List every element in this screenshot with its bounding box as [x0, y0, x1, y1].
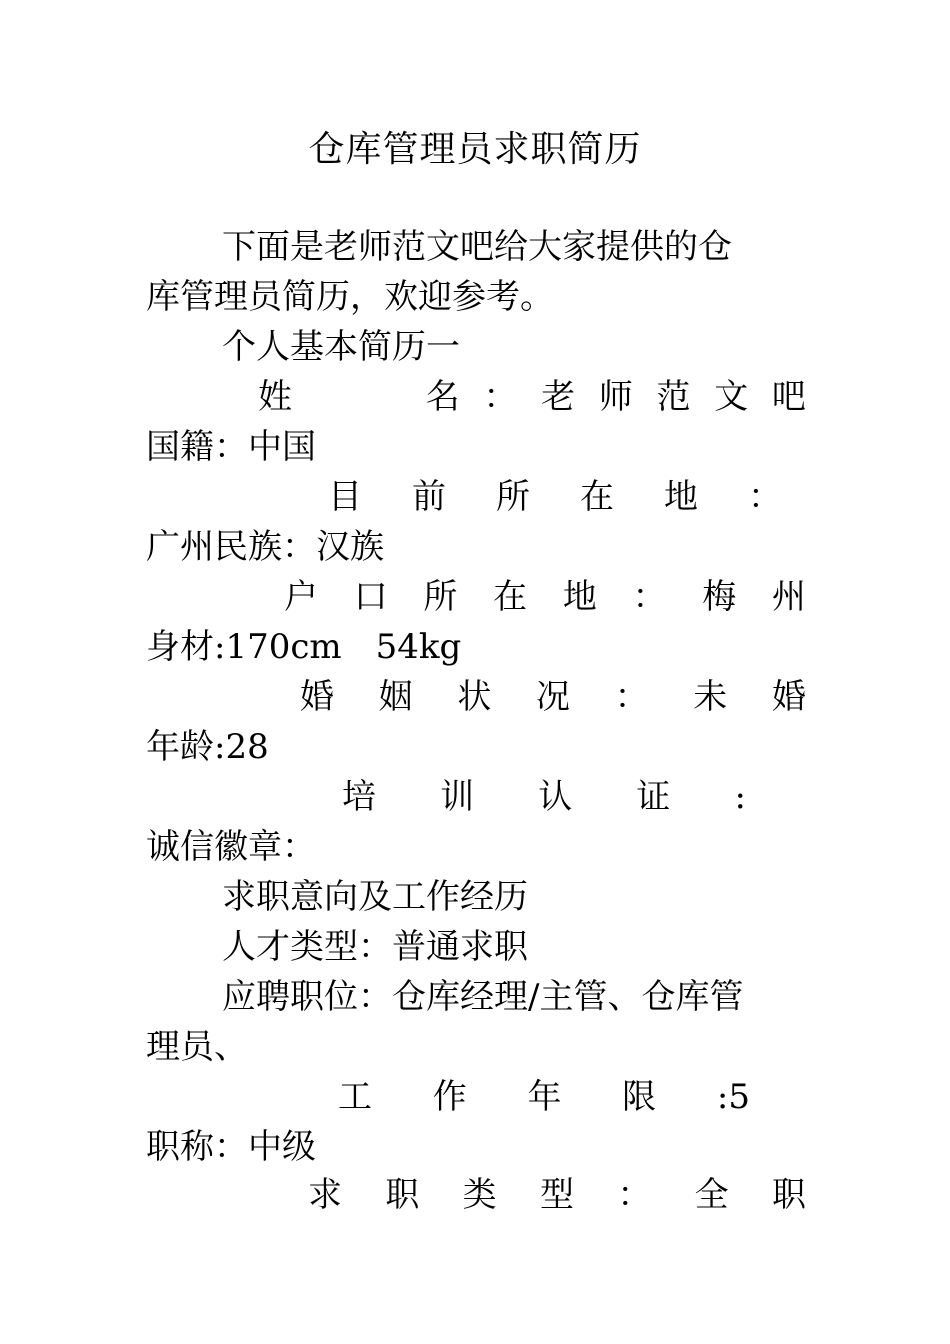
field-char: 求: [308, 1175, 342, 1215]
field-height-weight: 身材:170cm 54kg: [146, 627, 462, 667]
field-char: 培: [342, 777, 376, 817]
intro-line-1: 下面是老师范文吧给大家提供的仓: [222, 227, 732, 267]
field-char: 职: [385, 1175, 420, 1215]
field-char: 在: [493, 577, 528, 617]
intro-line-2: 库管理员简历，欢迎参考。: [146, 277, 554, 317]
field-char: 姓: [258, 377, 292, 417]
field-char: ：: [483, 377, 518, 417]
field-char: 工: [338, 1077, 372, 1117]
field-char: 范: [656, 377, 691, 417]
field-char: 地: [664, 477, 698, 517]
field-char: 婚: [300, 677, 334, 717]
field-char: 作: [432, 1077, 467, 1117]
field-char: 户: [284, 577, 318, 617]
field-char: ：: [748, 477, 782, 517]
field-char: 师: [598, 377, 633, 417]
field-city-ethnicity: 广州民族：汉族: [146, 527, 384, 567]
field-char: 老: [541, 377, 576, 417]
field-char: 全: [694, 1175, 729, 1215]
field-char: 在: [580, 477, 614, 517]
field-integrity-badge: 诚信徽章：: [146, 827, 316, 867]
field-position-line-2: 理员、: [146, 1027, 248, 1067]
field-char: 婚: [771, 677, 806, 717]
field-char: 年: [527, 1077, 562, 1117]
field-char: 目: [328, 477, 362, 517]
field-char: 名: [425, 377, 460, 417]
field-age: 年龄:28: [146, 727, 269, 767]
field-char: 限: [622, 1077, 657, 1117]
field-char: 州: [771, 577, 806, 617]
field-char: 所: [496, 477, 530, 517]
field-char: 认: [538, 777, 573, 817]
field-char: 状: [457, 677, 492, 717]
section-heading-basic-resume: 个人基本简历一: [222, 327, 460, 367]
field-char: 证: [636, 777, 671, 817]
field-job-type-row: [308, 1170, 806, 1220]
field-char: 所: [423, 577, 458, 617]
field-char: 口: [353, 577, 388, 617]
field-char: 姻: [378, 677, 413, 717]
field-char: :5: [716, 1077, 750, 1117]
field-training-row: [342, 772, 746, 822]
document-title: 仓库管理员求职简历: [308, 129, 642, 170]
field-char: 型: [539, 1175, 574, 1215]
field-title-level: 职称：中级: [146, 1127, 316, 1167]
field-char: 前: [412, 477, 446, 517]
field-char: 未: [693, 677, 728, 717]
field-char: 地: [562, 577, 597, 617]
field-position-line-1: 应聘职位：仓库经理/主管、仓库管: [222, 977, 744, 1017]
field-char: 吧: [771, 377, 806, 417]
field-char: 训: [440, 777, 475, 817]
field-location-row: [328, 472, 782, 522]
field-char: ：: [617, 1175, 652, 1215]
field-marital-row: [300, 672, 806, 722]
field-char: ：: [614, 677, 649, 717]
field-char: 职: [771, 1175, 806, 1215]
field-char: 况: [535, 677, 570, 717]
field-name-row: [258, 372, 806, 422]
field-char: 文: [714, 377, 749, 417]
field-talent-type: 人才类型：普通求职: [222, 927, 528, 967]
field-work-years-row: [338, 1072, 750, 1122]
field-nationality: 国籍：中国: [146, 427, 316, 467]
field-char: ：: [632, 577, 667, 617]
field-hukou-row: [284, 572, 806, 622]
field-char: :: [734, 777, 746, 817]
section-heading-job-intention: 求职意向及工作经历: [222, 877, 528, 917]
field-char: 类: [462, 1175, 497, 1215]
field-char: 梅: [702, 577, 737, 617]
